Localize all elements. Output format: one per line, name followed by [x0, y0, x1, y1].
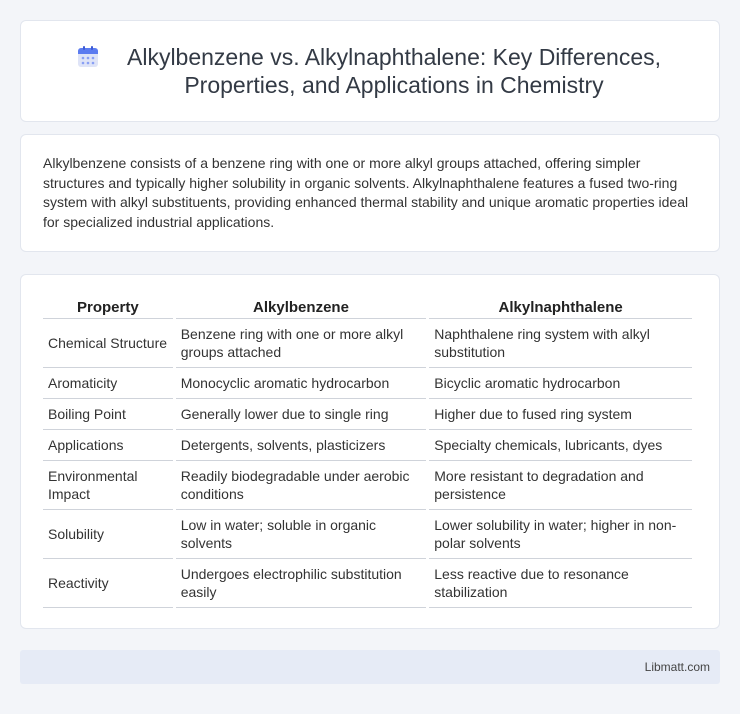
row-alkylnaphthalene: Lower solubility in water; higher in non-polar solvents: [429, 510, 692, 559]
row-alkylbenzene: Monocyclic aromatic hydrocarbon: [176, 368, 427, 399]
header-alkylbenzene: Alkylbenzene: [176, 297, 427, 319]
row-property: Aromaticity: [43, 368, 173, 399]
row-alkylnaphthalene: Less reactive due to resonance stabilization: [429, 559, 692, 608]
row-alkylbenzene: Detergents, solvents, plasticizers: [176, 430, 427, 461]
header-property: Property: [43, 297, 173, 319]
row-property: Chemical Structure: [43, 319, 173, 368]
footer-site-link[interactable]: Libmatt.com: [644, 660, 710, 674]
row-alkylbenzene: Readily biodegradable under aerobic conditions: [176, 461, 427, 510]
row-alkylbenzene: Generally lower due to single ring: [176, 399, 427, 430]
table-row: [43, 430, 692, 461]
row-property: Boiling Point: [43, 399, 173, 430]
table-row: [43, 559, 692, 608]
page-title: Alkylbenzene vs. Alkylnaphthalene: Key Differences, Properties, and Applications in Chemistry: [127, 44, 661, 98]
row-alkylbenzene: Undergoes electrophilic substitution easily: [176, 559, 427, 608]
table-row: [43, 461, 692, 510]
row-alkylbenzene: Low in water; soluble in organic solvents: [176, 510, 427, 559]
header-alkylnaphthalene: Alkylnaphthalene: [429, 297, 692, 319]
row-alkylnaphthalene: Bicyclic aromatic hydrocarbon: [429, 368, 692, 399]
footer: [20, 650, 720, 684]
row-property: Reactivity: [43, 559, 173, 608]
row-alkylnaphthalene: Higher due to fused ring system: [429, 399, 692, 430]
row-alkylnaphthalene: Specialty chemicals, lubricants, dyes: [429, 430, 692, 461]
comparison-table-card: [20, 274, 720, 629]
row-alkylbenzene: Benzene ring with one or more alkyl groups attached: [176, 319, 427, 368]
table-row: [43, 510, 692, 559]
row-property: Applications: [43, 430, 173, 461]
title-wrap: [66, 43, 674, 99]
table-row: [43, 399, 692, 430]
row-property: Environmental Impact: [43, 461, 173, 510]
row-alkylnaphthalene: More resistant to degradation and persistence: [429, 461, 692, 510]
intro-paragraph: Alkylbenzene consists of a benzene ring with one or more alkyl groups attached, offering simpler structures and typically higher solubility in organic solvents. Alkylnaphthalene features a fused two-ring system with alkyl substituents, providing enhanced thermal stability and unique aromatic properties ideal for specialized industrial applications.: [43, 155, 689, 230]
table-row: [43, 368, 692, 399]
calendar-icon: [76, 45, 100, 69]
table-row: [43, 319, 692, 368]
row-property: Solubility: [43, 510, 173, 559]
title-card: [20, 20, 720, 122]
table-header-row: [43, 297, 692, 319]
comparison-table: [40, 297, 695, 608]
row-alkylnaphthalene: Naphthalene ring system with alkyl substitution: [429, 319, 692, 368]
intro-card: [20, 134, 720, 252]
